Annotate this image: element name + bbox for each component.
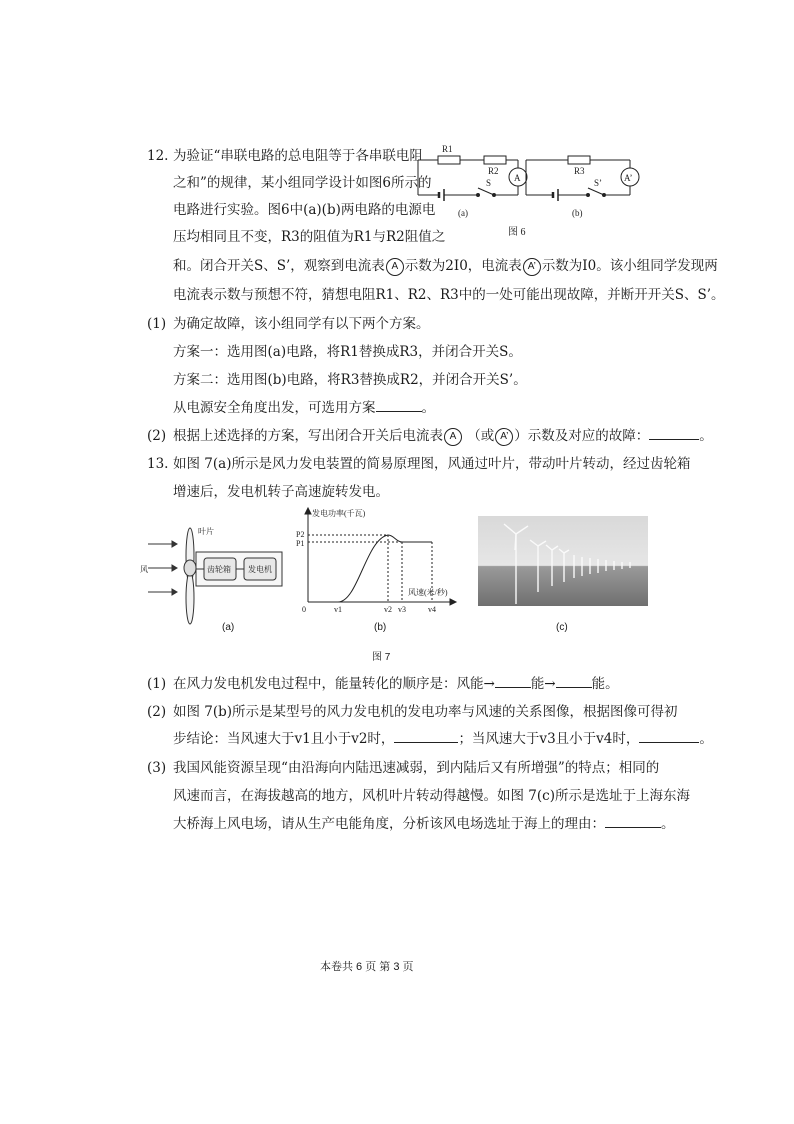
figure-7a-schematic	[140, 522, 290, 632]
q12-part2-text	[173, 426, 713, 446]
q13-part2-line2	[173, 729, 713, 749]
figure-7b-chart	[290, 506, 470, 616]
page-footer: 本卷共 6 页 第 3 页	[320, 961, 414, 973]
q13-part1-text	[173, 674, 619, 694]
q12-number: 12.	[147, 148, 169, 164]
figure-6-caption: 图 6	[508, 227, 526, 238]
q13-part2-a: 步结论：当风速大于v1且小于v2时，	[173, 731, 395, 747]
q13-part3-b: 。	[661, 816, 675, 832]
q12-plan-choice-text: 从电源安全角度出发，可选用方案	[173, 400, 376, 416]
answer-blank-conclusion2[interactable]	[639, 730, 699, 743]
q13-part1-number: (1)	[147, 676, 167, 692]
q12-line1: 为验证“串联电路的总电阻等于各串联电阻	[173, 148, 423, 164]
ammeter-a-prime-symbol-2: A’	[495, 428, 513, 446]
blade-label: 叶片	[198, 527, 214, 536]
ammeter-a-prime-label: A’	[624, 173, 633, 183]
q12-line5-c: 示数为I0。该小组同学发现两	[541, 258, 718, 274]
q12-part2-number: (2)	[147, 428, 167, 444]
circuit-a-label: (a)	[458, 208, 468, 218]
q13-part3-number: (3)	[147, 760, 167, 776]
figure-7c-photo	[478, 516, 648, 606]
answer-blank-conclusion1[interactable]	[394, 730, 458, 743]
label-r3: R3	[574, 166, 585, 176]
q12-line4: 压均相同且不变，R3的阻值为R1与R2阻值之	[173, 229, 446, 245]
ammeter-a-symbol: A	[386, 258, 404, 276]
ammeter-a-prime-symbol: A’	[523, 258, 541, 276]
tick-v2: v2	[384, 605, 392, 614]
chart-ylabel: 发电功率(千瓦)	[312, 509, 366, 518]
q13-part3-a: 大桥海上风电场，请从生产电能角度，分析该风电场选址于海上的理由：	[173, 816, 605, 832]
tick-p2: P2	[296, 530, 305, 539]
q12-line5	[173, 256, 718, 276]
q12-part2-b: （或	[467, 428, 495, 444]
q13-number: 13.	[147, 456, 169, 472]
q12-line3: 电路进行实验。图6中(a)(b)两电路的电源电	[173, 202, 436, 218]
generator-label: 发电机	[248, 565, 272, 574]
q12-line2: 之和”的规律，某小组同学设计如图6所示的	[173, 175, 432, 191]
sky-and-sea	[478, 516, 648, 606]
q12-line5-b: 示数为2I0，电流表	[404, 258, 522, 274]
q12-line6: 电流表示数与预想不符，猜想电阻R1、R2、R3中的一处可能出现故障，并断开开关S、S’。	[173, 287, 725, 303]
q13-part3-line2: 风速而言，在海拔越高的地方，风机叶片转动得越慢。如图 7(c)所示是选址于上海东海	[173, 788, 690, 804]
resistor-r1	[438, 156, 460, 164]
wind-label: 风	[140, 565, 148, 574]
q13-part1-b: 能→	[530, 676, 556, 692]
q13-part2-b: ；当风速大于v3且小于v4时，	[458, 731, 640, 747]
q13-line1: 如图 7(a)所示是风力发电装置的简易原理图，风通过叶片，带动叶片转动，经过齿轮箱	[173, 456, 691, 472]
resistor-r3	[568, 156, 590, 164]
answer-blank-energy2[interactable]	[556, 675, 592, 688]
q12-plan-choice-end: 。	[421, 400, 435, 416]
answer-blank-energy1[interactable]	[495, 675, 531, 688]
q12-plan1: 方案一：选用图(a)电路，将R1替换成R3，并闭合开关S。	[173, 344, 522, 360]
q13-part2-c: 。	[699, 731, 713, 747]
figure-6-circuits	[408, 140, 648, 240]
tick-v4: v4	[428, 605, 436, 614]
answer-blank-plan[interactable]	[376, 399, 422, 412]
circuit-b-label: (b)	[572, 208, 583, 218]
q12-part1-text: 为确定故障，该小组同学有以下两个方案。	[173, 316, 430, 332]
q13-part2-line1: 如图 7(b)所示是某型号的风力发电机的发电功率与风速的关系图像，根据图像可得初	[173, 704, 678, 720]
gearbox-label: 齿轮箱	[207, 565, 231, 574]
q13-part1-a: 在风力发电机发电过程中，能量转化的顺序是：风能→	[173, 676, 495, 692]
ammeter-a-symbol-2: A	[444, 428, 462, 446]
q12-plan2: 方案二：选用图(b)电路，将R3替换成R2，并闭合开关S’。	[173, 372, 527, 388]
q12-part2-a: 根据上述选择的方案，写出闭合开关后电流表	[173, 428, 443, 444]
chart-xlabel: 风速(米/秒)	[408, 588, 448, 597]
blade-lower	[186, 572, 194, 624]
switch-s-prime-label: S’	[594, 178, 603, 188]
tick-origin: 0	[302, 605, 306, 614]
answer-blank-fault[interactable]	[649, 427, 699, 440]
figure-7b-label: (b)	[374, 622, 387, 633]
q13-line2: 增速后，发电机转子高速旋转发电。	[173, 484, 389, 500]
q13-part3-line3	[173, 814, 675, 834]
figure-7-caption: 图 7	[372, 652, 391, 663]
q12-plan-choice	[173, 398, 435, 418]
switch-s-label: S	[486, 178, 492, 188]
answer-blank-reason[interactable]	[605, 815, 661, 828]
tick-v1: v1	[334, 605, 342, 614]
q12-line5-a: 和。闭合开关S、S’，观察到电流表	[173, 258, 385, 274]
figure-7a-label: (a)	[222, 622, 235, 633]
q12-part2-c: ）示数及对应的故障：	[514, 428, 650, 444]
label-r1: R1	[442, 144, 453, 154]
q13-part1-c: 能。	[591, 676, 619, 692]
ammeter-a-label: A	[514, 173, 521, 183]
resistor-r2	[484, 156, 506, 164]
figure-7c-label: (c)	[556, 622, 568, 633]
q12-part2-end: 。	[699, 428, 713, 444]
q12-part1-number: (1)	[147, 316, 167, 332]
tick-p1: P1	[296, 539, 305, 548]
q13-part3-line1: 我国风能资源呈现“由沿海向内陆迅速减弱，到内陆后又有所增强”的特点；相同的	[173, 760, 660, 776]
q13-part2-number: (2)	[147, 704, 167, 720]
label-r2: R2	[488, 166, 499, 176]
tick-v3: v3	[398, 605, 406, 614]
